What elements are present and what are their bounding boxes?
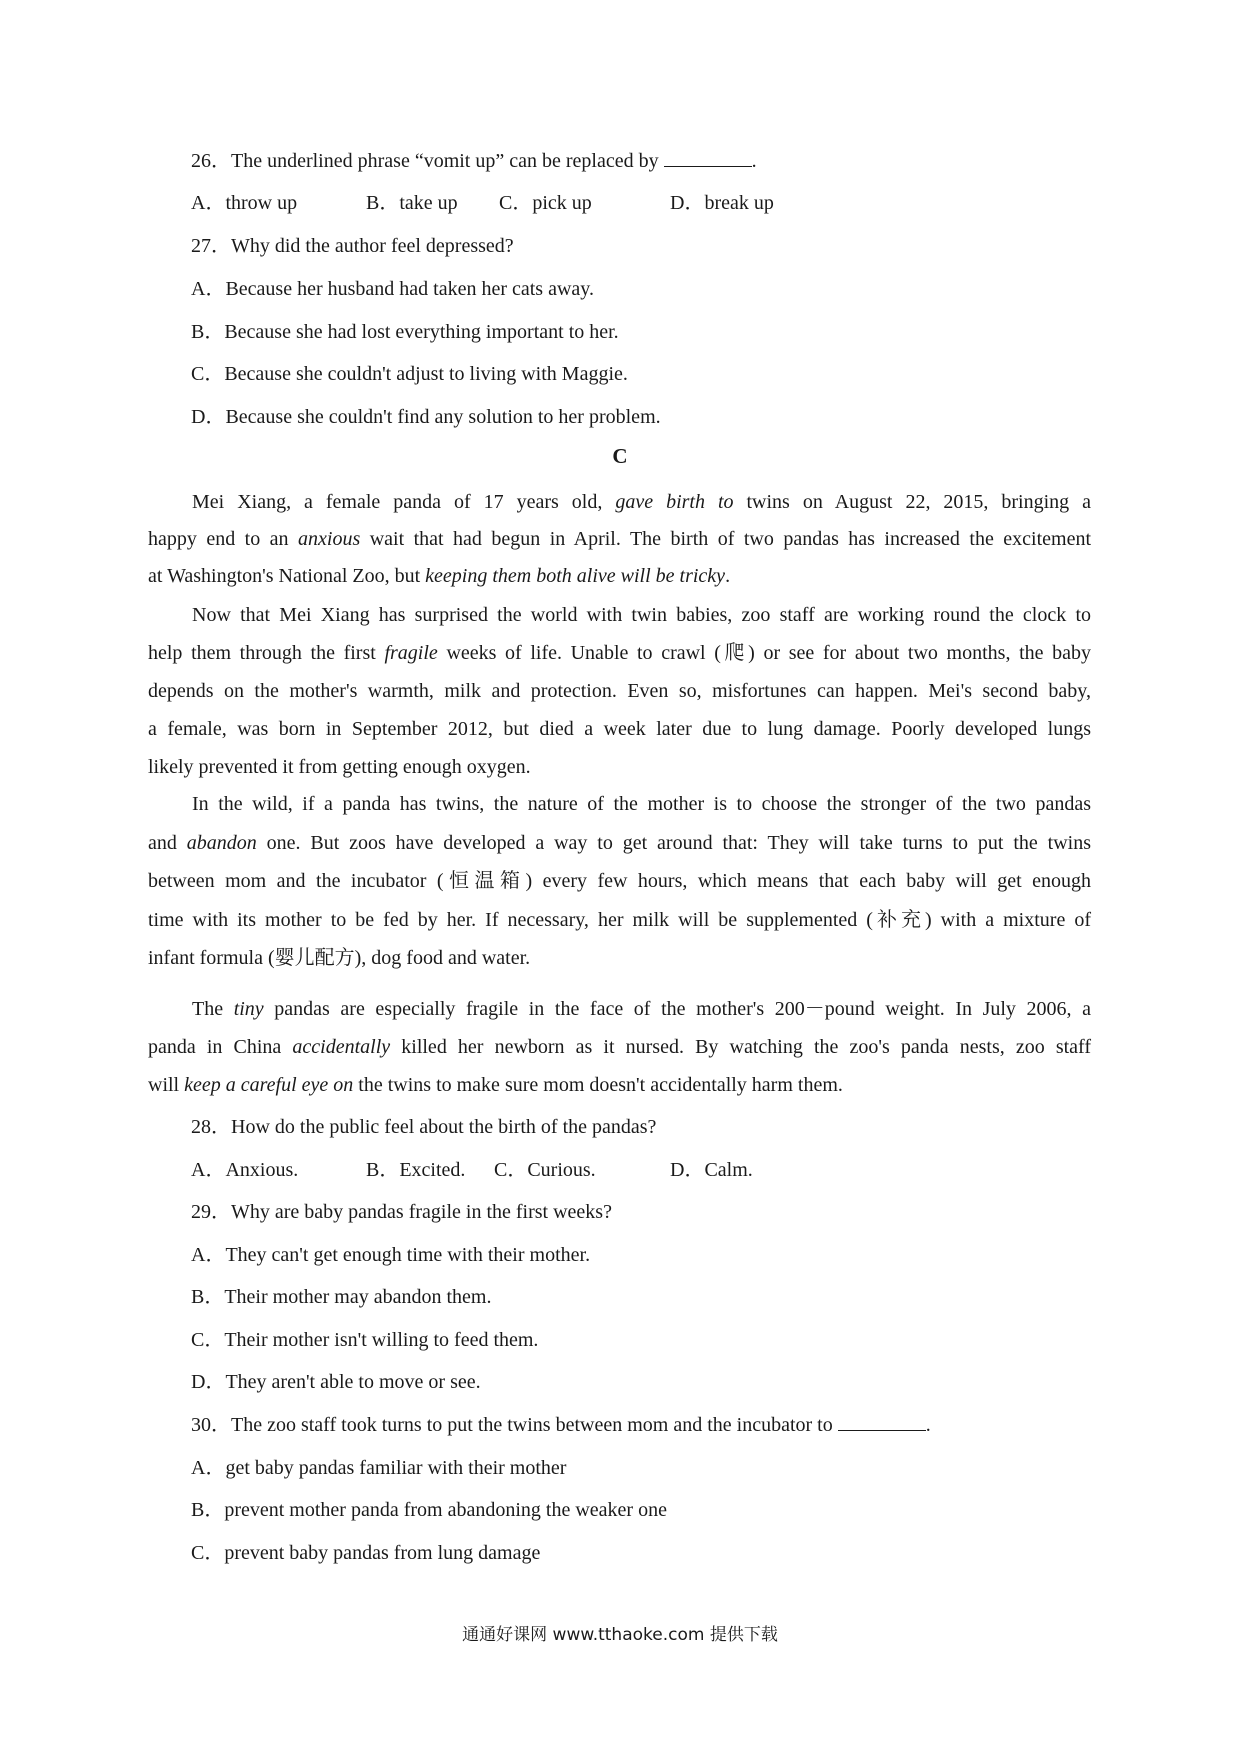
- question-30-period: .: [925, 1414, 931, 1436]
- question-30-stem: 30．The zoo staff took turns to put the twins between mom and the incubator to: [191, 1414, 833, 1436]
- option-c: C．pick up: [499, 192, 592, 214]
- question-26-period: .: [751, 150, 757, 172]
- paragraph-line: a female, was born in September 2012, but died a week later due to lung damage. Poorly developed lungs: [148, 718, 1091, 740]
- option-b: B．Their mother may abandon them.: [191, 1286, 492, 1308]
- paragraph-line: Now that Mei Xiang has surprised the world with twin babies, zoo staff are working round the clock to: [192, 604, 1091, 626]
- paragraph-line: likely prevented it from getting enough oxygen.: [148, 756, 531, 778]
- option-c: C．Curious.: [494, 1159, 596, 1181]
- option-c: C．prevent baby pandas from lung damage: [191, 1542, 541, 1564]
- option-b: B．Because she had lost everything important to her.: [191, 321, 619, 343]
- option-c: C．Their mother isn't willing to feed them.: [191, 1329, 539, 1351]
- passage-paragraph-1: [148, 484, 1091, 595]
- option-b: B．Excited.: [366, 1159, 466, 1181]
- paragraph-line: and abandon one. But zoos have developed a way to get around that: They will take turns to put the twins: [148, 831, 1091, 854]
- answer-blank: [664, 148, 752, 167]
- paragraph-line: will keep a careful eye on the twins to make sure mom doesn't accidentally harm them.: [148, 1074, 843, 1096]
- paragraph-line: depends on the mother's warmth, milk and protection. Even so, misfortunes can happen. Mei's second baby,: [148, 680, 1091, 702]
- question-27-stem: 27．Why did the author feel depressed?: [191, 235, 514, 257]
- option-c: C．Because she couldn't adjust to living with Maggie.: [191, 363, 628, 385]
- option-a: A．They can't get enough time with their mother.: [191, 1244, 591, 1266]
- passage-paragraph-2: [148, 596, 1091, 786]
- question-26: [191, 148, 757, 174]
- option-a: A．Anxious.: [191, 1159, 299, 1181]
- option-d: D．Calm.: [670, 1159, 753, 1181]
- option-a: A．throw up: [191, 192, 298, 214]
- option-b: B．prevent mother panda from abandoning the weaker one: [191, 1499, 667, 1521]
- paragraph-line: panda in China accidentally killed her newborn as it nursed. By watching the zoo's panda nests, zoo staff: [148, 1036, 1091, 1058]
- question-30: [191, 1412, 931, 1438]
- option-a: A．Because her husband had taken her cats away.: [191, 278, 594, 300]
- passage-paragraph-4: [148, 990, 1091, 1104]
- paragraph-line: The tiny pandas are especially fragile in the face of the mother's 200－pound weight. In July 2006, a: [192, 998, 1091, 1020]
- question-26-stem: 26．The underlined phrase “vomit up” can be replaced by: [191, 150, 659, 172]
- answer-blank: [838, 1412, 926, 1431]
- option-d: D．break up: [670, 192, 774, 214]
- question-29-stem: 29．Why are baby pandas fragile in the first weeks?: [191, 1201, 612, 1223]
- option-b: B．take up: [366, 192, 458, 214]
- option-d: D．Because she couldn't find any solution to her problem.: [191, 406, 661, 428]
- paragraph-line: infant formula (婴儿配方), dog food and water.: [148, 947, 531, 969]
- paragraph-line: time with its mother to be fed by her. If necessary, her milk will be supplemented (补充) with a mixture of: [148, 908, 1091, 931]
- option-a: A．get baby pandas familiar with their mother: [191, 1457, 567, 1479]
- question-28-stem: 28．How do the public feel about the birth of the pandas?: [191, 1116, 657, 1138]
- paragraph-line: at Washington's National Zoo, but keeping them both alive will be tricky.: [148, 565, 731, 587]
- option-d: D．They aren't able to move or see.: [191, 1371, 481, 1393]
- paragraph-line: between mom and the incubator (恒温箱) every few hours, which means that each baby will get enough: [148, 870, 1091, 892]
- page-footer: 通通好课网 www.tthaoke.com 提供下载: [462, 1625, 778, 1645]
- paragraph-line: Mei Xiang, a female panda of 17 years old, gave birth to twins on August 22, 2015, bringing a: [192, 491, 1092, 513]
- section-heading: C: [612, 444, 628, 468]
- passage-paragraph-3: [148, 785, 1091, 978]
- paragraph-line: In the wild, if a panda has twins, the nature of the mother is to choose the stronger of the two pandas: [192, 793, 1091, 815]
- paragraph-line: help them through the first fragile weeks of life. Unable to crawl (爬) or see for about two months, the baby: [148, 642, 1092, 664]
- paragraph-line: happy end to an anxious wait that had begun in April. The birth of two pandas has increased the excitement: [148, 528, 1092, 550]
